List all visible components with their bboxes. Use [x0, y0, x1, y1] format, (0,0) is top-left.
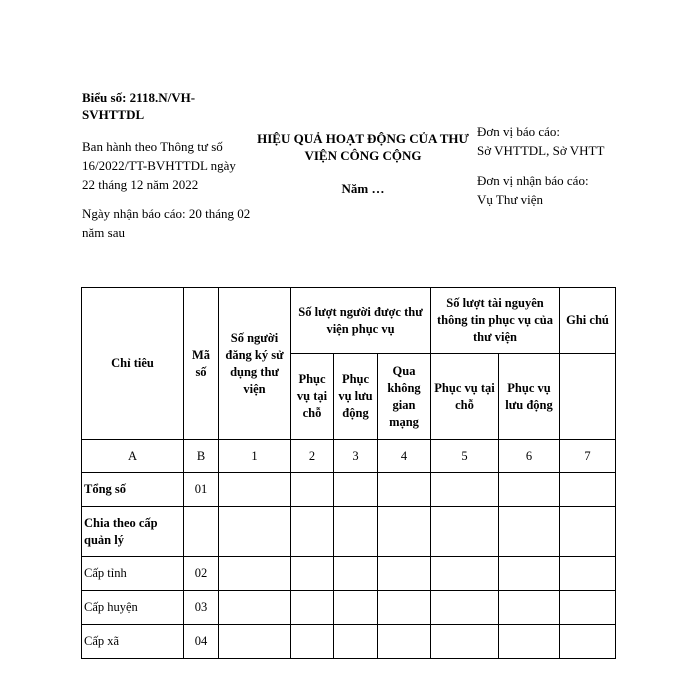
report-year: Năm …	[341, 181, 385, 196]
row-code: 04	[184, 625, 219, 659]
data-cell	[431, 557, 499, 591]
data-cell	[378, 473, 431, 507]
data-cell	[431, 625, 499, 659]
data-cell	[499, 507, 560, 557]
data-cell	[291, 625, 334, 659]
data-cell	[560, 507, 616, 557]
data-cell	[560, 625, 616, 659]
row-code: 02	[184, 557, 219, 591]
row-label: Tổng số	[82, 473, 184, 507]
row-label: Cấp xã	[82, 625, 184, 659]
data-cell	[560, 473, 616, 507]
data-cell	[291, 557, 334, 591]
receiving-unit-value: Vụ Thư viện	[477, 192, 544, 207]
data-cell	[219, 591, 291, 625]
index-cell: 3	[334, 440, 378, 473]
data-cell	[431, 591, 499, 625]
group-users-header: Số lượt người được thư viện phục vụ	[291, 288, 431, 354]
index-cell: 7	[560, 440, 616, 473]
index-cell: 2	[291, 440, 334, 473]
data-cell	[291, 473, 334, 507]
receiving-unit-label: Đơn vị nhận báo cáo:	[477, 173, 589, 188]
group-resources-header: Số lượt tài nguyên thông tin phục vụ của thư viện	[431, 288, 560, 354]
data-cell	[499, 557, 560, 591]
data-cell	[431, 473, 499, 507]
data-cell	[378, 557, 431, 591]
index-cell: 5	[431, 440, 499, 473]
col-indicator-header: Chỉ tiêu	[82, 288, 184, 440]
reporting-unit	[477, 122, 677, 160]
row-code: 03	[184, 591, 219, 625]
data-cell	[499, 625, 560, 659]
issued-by-text: Ban hành theo Thông tư số 16/2022/TT-BVHTTDL ngày 22 tháng 12 năm 2022	[82, 139, 236, 192]
sub-res-onsite-header: Phục vụ tại chỗ	[431, 354, 499, 440]
table-row	[82, 473, 616, 507]
index-cell: 1	[219, 440, 291, 473]
row-label: Chia theo cấp quản lý	[82, 507, 184, 557]
table-row	[82, 591, 616, 625]
sub-res-mobile-header: Phục vụ lưu động	[499, 354, 560, 440]
data-cell	[219, 625, 291, 659]
data-cell	[431, 507, 499, 557]
index-cell: 4	[378, 440, 431, 473]
received-date-text: Ngày nhận báo cáo: 20 tháng 02 năm sau	[82, 206, 251, 240]
report-title: HIỆU QUẢ HOẠT ĐỘNG CỦA THƯ VIỆN CÔNG CỘNG	[257, 131, 469, 163]
col-code-header: Mã số	[184, 288, 219, 440]
data-cell	[334, 557, 378, 591]
data-cell	[334, 591, 378, 625]
row-label: Cấp tỉnh	[82, 557, 184, 591]
reporting-unit-value: Sở VHTTDL, Sở VHTT	[477, 143, 605, 158]
index-cell: B	[184, 440, 219, 473]
table-row	[82, 625, 616, 659]
data-cell	[378, 625, 431, 659]
table-row	[82, 507, 616, 557]
data-cell	[219, 473, 291, 507]
data-cell	[378, 507, 431, 557]
data-cell	[334, 625, 378, 659]
sub-mobile-header: Phục vụ lưu động	[334, 354, 378, 440]
row-code: 01	[184, 473, 219, 507]
data-cell	[334, 473, 378, 507]
row-code	[184, 507, 219, 557]
sub-onsite-header: Phục vụ tại chỗ	[291, 354, 334, 440]
data-cell	[334, 507, 378, 557]
form-code: Biểu số: 2118.N/VH-SVHTTDL	[82, 90, 196, 122]
reporting-unit-label: Đơn vị báo cáo:	[477, 124, 561, 139]
data-cell	[378, 591, 431, 625]
data-cell	[219, 507, 291, 557]
col-note-header: Ghi chú	[560, 288, 616, 354]
col-registered-header: Số người đăng ký sử dụng thư viện	[219, 288, 291, 440]
index-cell: A	[82, 440, 184, 473]
index-row	[82, 440, 616, 473]
index-cell: 6	[499, 440, 560, 473]
sub-online-header: Qua không gian mạng	[378, 354, 431, 440]
receiving-unit	[477, 171, 677, 209]
note-sub-cell	[560, 354, 616, 440]
data-cell	[560, 591, 616, 625]
data-cell	[291, 507, 334, 557]
data-cell	[499, 473, 560, 507]
data-cell	[219, 557, 291, 591]
data-cell	[499, 591, 560, 625]
data-cell	[291, 591, 334, 625]
row-label: Cấp huyện	[82, 591, 184, 625]
report-table	[81, 287, 616, 659]
table-row	[82, 557, 616, 591]
data-cell	[560, 557, 616, 591]
